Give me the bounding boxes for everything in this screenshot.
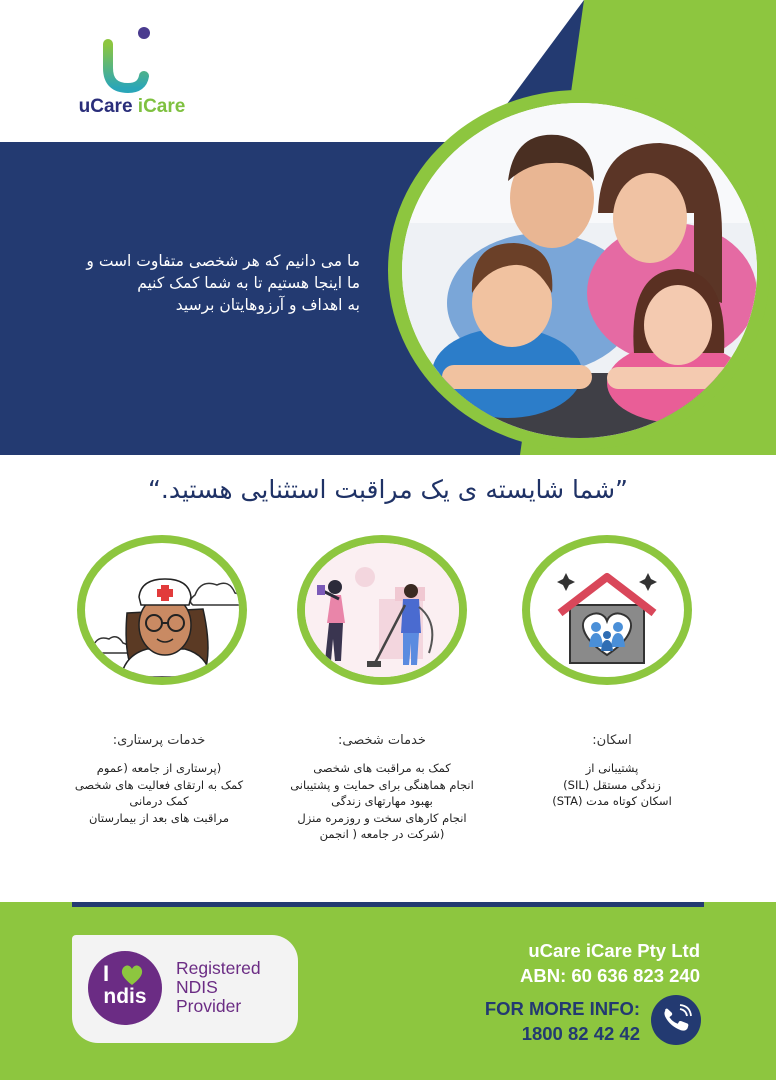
house-heart-icon [530, 543, 684, 677]
hero-line: ما می دانیم که هر شخصی متفاوت است و [86, 252, 360, 270]
phone-icon [651, 995, 701, 1045]
ndis-registered-text [176, 959, 261, 1016]
service-line: کمک به ارتقای فعالیت های شخصی [74, 777, 244, 792]
service-line: (شرکت در جامعه ( انجمن [319, 827, 445, 841]
cleaning-illustration [305, 543, 459, 677]
ndis-badge-line: NDIS [176, 977, 218, 997]
tagline-quote: ”شما شایسته ی یک مراقبت استثنایی هستید.“ [147, 475, 629, 504]
nursing-icon-frame [77, 535, 247, 685]
service-description [44, 760, 274, 826]
phone-button[interactable] [651, 995, 701, 1045]
service-line: انجام هماهنگی برای حمایت و پشتیبانی [290, 777, 474, 792]
service-line: مراقبت های بعد از بیمارستان [88, 810, 230, 825]
ndis-badge[interactable] [72, 935, 298, 1043]
service-description [267, 760, 497, 843]
hero-line: ما اینجا هستیم تا به شما کمک کنیم [137, 274, 360, 292]
company-info [520, 938, 700, 988]
ndis-logo-word: ndis [103, 985, 147, 1008]
phone-number[interactable]: 1800 82 42 42 [521, 1023, 640, 1044]
company-abn: ABN: 60 636 823 240 [520, 965, 700, 986]
family-photo [402, 103, 757, 438]
brand-logo[interactable] [72, 24, 192, 134]
more-info-label: FOR MORE INFO: [484, 998, 640, 1019]
footer [0, 902, 776, 1080]
hero-line: به اهداف و آرزوهایتان برسید [175, 296, 360, 314]
ndis-logo-i: I [103, 961, 110, 986]
ndis-badge-line: Provider [176, 996, 242, 1016]
service-line: پشتیبانی از [585, 761, 639, 775]
brand-name [72, 96, 192, 118]
service-line: (پرستاری از جامعه (عموم [96, 761, 222, 775]
hero-message [20, 250, 360, 316]
housing-icon-frame [522, 535, 692, 685]
company-name: uCare iCare Pty Ltd [528, 940, 700, 961]
footer-divider [72, 902, 704, 907]
service-title: خدمات پرستاری: [112, 733, 206, 748]
nurse-illustration [85, 543, 239, 677]
brand-name-part2: iCare [137, 96, 186, 117]
brand-name-part1: uCare [78, 96, 133, 117]
service-line: انجام کارهای سخت و روزمره منزل [297, 810, 467, 825]
contact-info [485, 996, 640, 1046]
ucare-logo-icon [102, 24, 162, 94]
heart-icon [120, 964, 144, 986]
service-title: خدمات شخصی: [338, 733, 426, 748]
service-line: اسکان کوتاه مدت (STA) [552, 794, 672, 808]
service-line: کمک به مراقبت های شخصی [313, 761, 451, 775]
service-description [497, 760, 727, 810]
service-title: اسکان: [592, 733, 632, 748]
service-line: بهبود مهارتهای زندگی [331, 794, 433, 808]
family-illustration [402, 103, 757, 438]
ndis-badge-line: Registered [176, 958, 261, 978]
ndis-logo [88, 951, 162, 1025]
service-line: کمک درمانی [129, 794, 189, 808]
service-line: زندگی مستقل (SIL) [563, 777, 661, 792]
personal-icon-frame [297, 535, 467, 685]
